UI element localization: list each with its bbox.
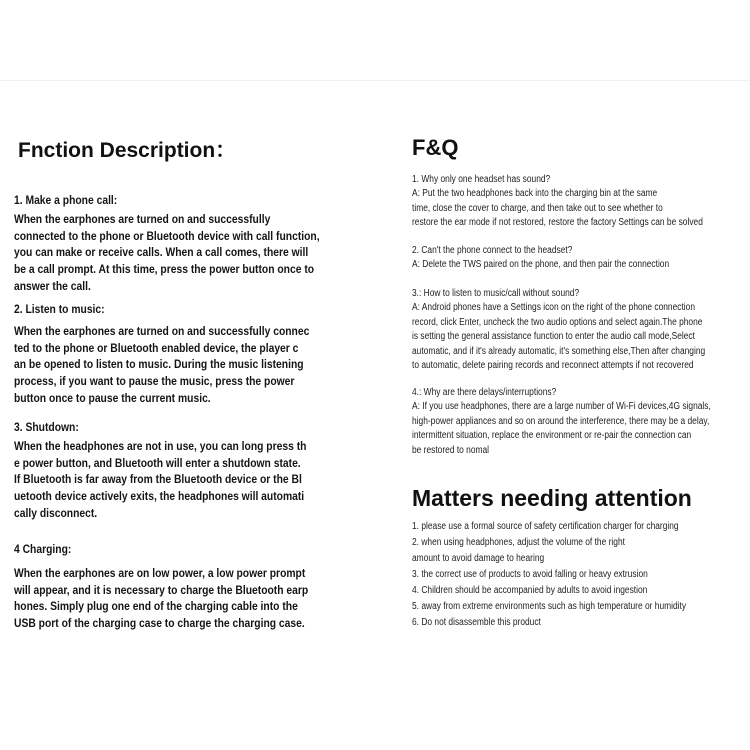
- faq-answer-line: high-power appliances and so on around the interference, there may be a delay,: [412, 415, 710, 427]
- section-phone-call: [14, 192, 320, 295]
- faq-answer-line: to automatic, delete pairing records and reconnect attempts if not recovered: [412, 360, 694, 372]
- faq-item-2: [412, 244, 669, 273]
- text-line: connected to the phone or Bluetooth device with call function,: [14, 228, 320, 243]
- section-heading: 2. Listen to music:: [14, 302, 105, 316]
- list-item: 5. away from extreme environments such as high temperature or humidity: [412, 601, 687, 612]
- faq-answer-line: A: Delete the TWS paired on the phone, and then pair the connection: [412, 259, 670, 271]
- text-line: When the earphones are turned on and successfully connec: [14, 323, 310, 338]
- faq-question: 1. Why only one headset has sound?: [412, 174, 551, 185]
- text-line: uetooth device actively exits, the headphones will automati: [14, 489, 305, 504]
- text-line: an be opened to listen to music. During the music listening: [14, 357, 304, 372]
- text-line: USB port of the charging case to charge the charging case.: [14, 616, 305, 631]
- list-item: 4. Children should be accompanied by adults to avoid ingestion: [412, 585, 648, 596]
- faq-question: 4.: Why are there delays/interruptions?: [412, 387, 557, 398]
- faq-answer-line: time, close the cover to charge, and then take out to see whether to: [412, 202, 663, 214]
- faq-answer-line: A: Android phones have a Settings icon on the right of the phone connection: [412, 302, 696, 314]
- faq-item-1: [412, 173, 703, 231]
- faq-question: 3.: How to listen to music/call without sound?: [412, 288, 580, 299]
- text-line: cally disconnect.: [14, 505, 98, 520]
- text-line: hones. Simply plug one end of the charging cable into the: [14, 599, 298, 614]
- text-line: button once to pause the current music.: [14, 390, 211, 405]
- faq-answer-line: record, click Enter, uncheck the two audio options and select again.The phone: [412, 316, 703, 328]
- list-item: 2. when using headphones, adjust the volume of the right: [412, 537, 625, 548]
- faq-item-4: [412, 386, 711, 458]
- text-line: you can make or receive calls. When a call comes, there will: [14, 245, 309, 260]
- text-line: If Bluetooth is far away from the Bluetooth device or the Bl: [14, 472, 302, 487]
- faq-answer-line: intermittent situation, replace the environment or re-pair the connection can: [412, 430, 692, 442]
- section-music: [14, 301, 309, 407]
- section-charging: [14, 541, 308, 632]
- text-line: When the earphones are on low power, a low power prompt: [14, 565, 306, 580]
- faq-answer-line: automatic, and if it's already automatic, it's something else,Then after changing: [412, 345, 706, 357]
- list-item: 3. the correct use of products to avoid falling or heavy extrusion: [412, 569, 648, 580]
- function-description-title: Fnction Description：: [18, 139, 237, 162]
- faq-answer-line: is setting the general assistance function to enter the audio call mode,Select: [412, 331, 695, 343]
- section-heading: 1. Make a phone call:: [14, 193, 118, 207]
- text-line: answer the call.: [14, 278, 91, 293]
- faq-answer-line: A: Put the two headphones back into the charging bin at the same: [412, 188, 658, 200]
- list-item: 6. Do not disassemble this product: [412, 617, 541, 628]
- text-line: will appear, and it is necessary to charge the Bluetooth earp: [14, 582, 309, 597]
- faq-answer-line: A: If you use headphones, there are a large number of Wi-Fi devices,4G signals,: [412, 401, 711, 413]
- text-line: When the earphones are turned on and successfully: [14, 211, 271, 226]
- faq-item-3: [412, 287, 705, 373]
- text-line: When the headphones are not in use, you can long press th: [14, 438, 307, 453]
- faq-answer-line: be restored to nomal: [412, 444, 490, 456]
- list-item: 1. please use a formal source of safety certification charger for charging: [412, 521, 679, 532]
- list-item: amount to avoid damage to hearing: [412, 553, 545, 564]
- text-line: be a call prompt. At this time, press the power button once to: [14, 262, 315, 277]
- faq-question: 2. Can't the phone connect to the headset?: [412, 245, 573, 256]
- faq-title: F&Q: [412, 135, 459, 160]
- section-heading: 3. Shutdown:: [14, 420, 79, 434]
- text-line: ted to the phone or Bluetooth enabled device, the player c: [14, 340, 299, 355]
- matters-title: Matters needing attention: [412, 485, 692, 511]
- text-line: e power button, and Bluetooth will enter a shutdown state.: [14, 455, 301, 470]
- divider: [0, 80, 750, 81]
- text-line: process, if you want to pause the music, press the power: [14, 374, 295, 389]
- section-shutdown: [14, 419, 306, 522]
- section-heading: 4 Charging:: [14, 542, 72, 556]
- matters-list: [412, 519, 686, 631]
- faq-answer-line: restore the ear mode if not restored, restore the factory Settings can be solved: [412, 217, 703, 229]
